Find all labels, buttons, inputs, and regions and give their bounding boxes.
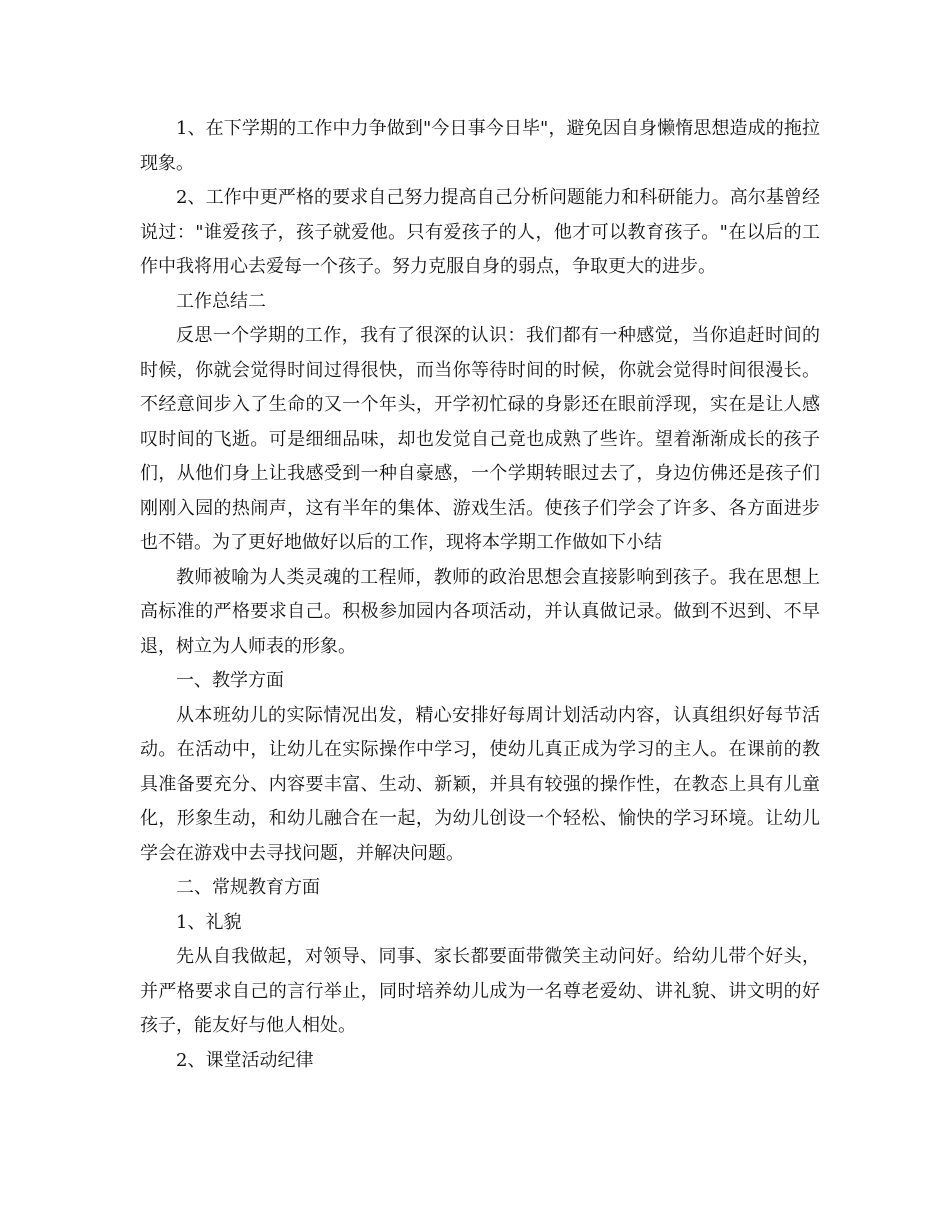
paragraph-courtesy: 先从自我做起，对领导、同事、家长都要面带微笑主动问好。给幼儿带个好头，并严格要求自己的言行举止，同时培养幼儿成为一名尊老爱幼、讲礼貌、讲文明的好孩子，能友好与他人相处。	[140, 946, 820, 1036]
subheading-courtesy: 1、礼貌	[176, 911, 242, 933]
paragraph-teaching: 从本班幼儿的实际情况出发，精心安排好每周计划活动内容，认真组织好每节活动。在活动中，让幼儿在实际操作中学习，使幼儿真正成为学习的主人。在课前的教具准备要充分、内容要丰富、生动、新颖，并具有较强的操作性，在教态上具有儿童化，形象生动，和幼儿融合在一起，为幼儿创设一个轻松、愉快的学习环境。让幼儿学会在游戏中去寻找问题，并解决问题。	[140, 704, 820, 864]
paragraph-plan-item-2: 2、工作中更严格的要求自己努力提高自己分析问题能力和科研能力。高尔基曾经说过："谁爱孩子，孩子就爱他。只有爱孩子的人，他才可以教育孩子。"在以后的工作中我将用心去爱每一个孩子。努力克服自身的弱点，争取更大的进步。	[140, 187, 820, 277]
section-heading-routine-education: 二、常规教育方面	[176, 877, 320, 898]
paragraph-reflection: 反思一个学期的工作，我有了很深的认识：我们都有一种感觉，当你追赶时间的时候，你就会觉得时间过得很快，而当你等待时间的时候，你就会觉得时间很漫长。不经意间步入了生命的又一个年头，开学初忙碌的身影还在眼前浮现，实在是让人感叹时间的飞逝。可是细细品味，却也发觉自己竟也成熟了些许。望着渐渐成长的孩子们，从他们身上让我感受到一种自豪感，一个学期转眼过去了，身边仿佛还是孩子们刚刚入园的热闹声，这有半年的集体、游戏生活。使孩子们学会了许多、各方面进步也不错。为了更好地做好以后的工作，现将本学期工作做如下小结	[140, 325, 820, 553]
subheading-classroom-discipline: 2、课堂活动纪律	[176, 1049, 314, 1071]
section-heading-summary-two: 工作总结二	[176, 290, 266, 312]
paragraph-plan-item-1: 1、在下学期的工作中力争做到"今日事今日毕"，避免因自身懒惰思想造成的拖拉现象。	[140, 118, 820, 174]
section-heading-teaching: 一、教学方面	[176, 670, 284, 691]
document-body	[140, 112, 820, 1078]
paragraph-teacher-ethics: 教师被喻为人类灵魂的工程师，教师的政治思想会直接影响到孩子。我在思想上高标准的严格要求自己。积极参加园内各项活动，并认真做记录。做到不迟到、不早退，树立为人师表的形象。	[140, 566, 820, 657]
